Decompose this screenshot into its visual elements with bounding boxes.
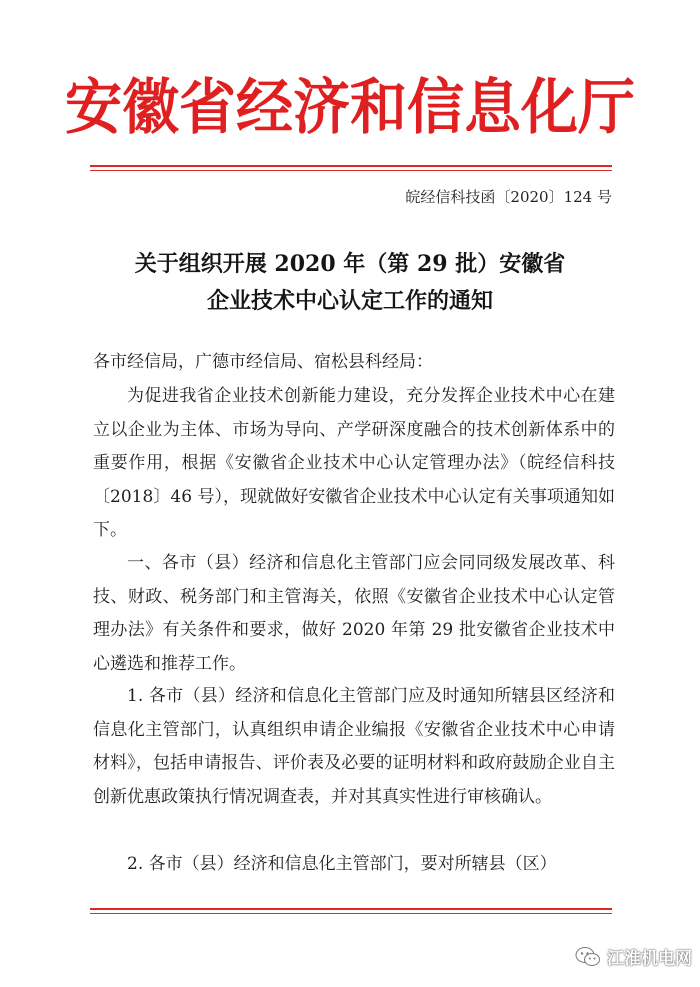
- body-paragraph-1: 为促进我省企业技术创新能力建设，充分发挥企业技术中心在建立以企业为主体、市场为导向、产学研深度融合的技术创新体系中的重要作用，根据《安徽省企业技术中心认定管理办法》（皖经信科技〔2018〕46 号），现就做好安徽省企业技术中心认定有关事项通知如下。: [93, 386, 615, 540]
- watermark: [575, 944, 692, 969]
- footer-rule: [90, 908, 612, 910]
- header-rule-thin: [90, 170, 612, 171]
- document-number: 皖经信科技函〔2020〕124 号: [405, 188, 612, 206]
- wechat-icon: [575, 946, 601, 968]
- watermark-text: 江淮机电网: [607, 949, 692, 969]
- salutation: 各市经信局，广德市经信局、宿松县科经局：: [93, 352, 433, 372]
- agency-letterhead: 安徽省经济和信息化厅: [65, 73, 635, 143]
- document-title-line-2: 企业技术中心认定工作的通知: [206, 288, 493, 314]
- footer-rule-thin: [90, 913, 612, 914]
- body-paragraph-2: 一、各市（县）经济和信息化主管部门应会同同级发展改革、科技、财政、税务部门和主管海关，依照《安徽省企业技术中心认定管理办法》有关条件和要求，做好 2020 年第 29 批安徽省企业技术中心遴选和推荐工作。: [93, 553, 615, 674]
- header-rule: [90, 165, 612, 167]
- body-paragraph-3: 1. 各市（县）经济和信息化主管部门应及时通知所辖县区经济和信息化主管部门，认真组织申请企业编报《安徽省企业技术中心申请材料》，包括申请报告、评价表及必要的证明材料和政府鼓励企业自主创新优惠政策执行情况调查表，并对其真实性进行审核确认。: [93, 686, 615, 807]
- document-title-line-1: 关于组织开展 2020 年（第 29 批）安徽省: [134, 251, 566, 277]
- body-paragraph-4: 2. 各市（县）经济和信息化主管部门，要对所辖县（区）: [127, 854, 557, 874]
